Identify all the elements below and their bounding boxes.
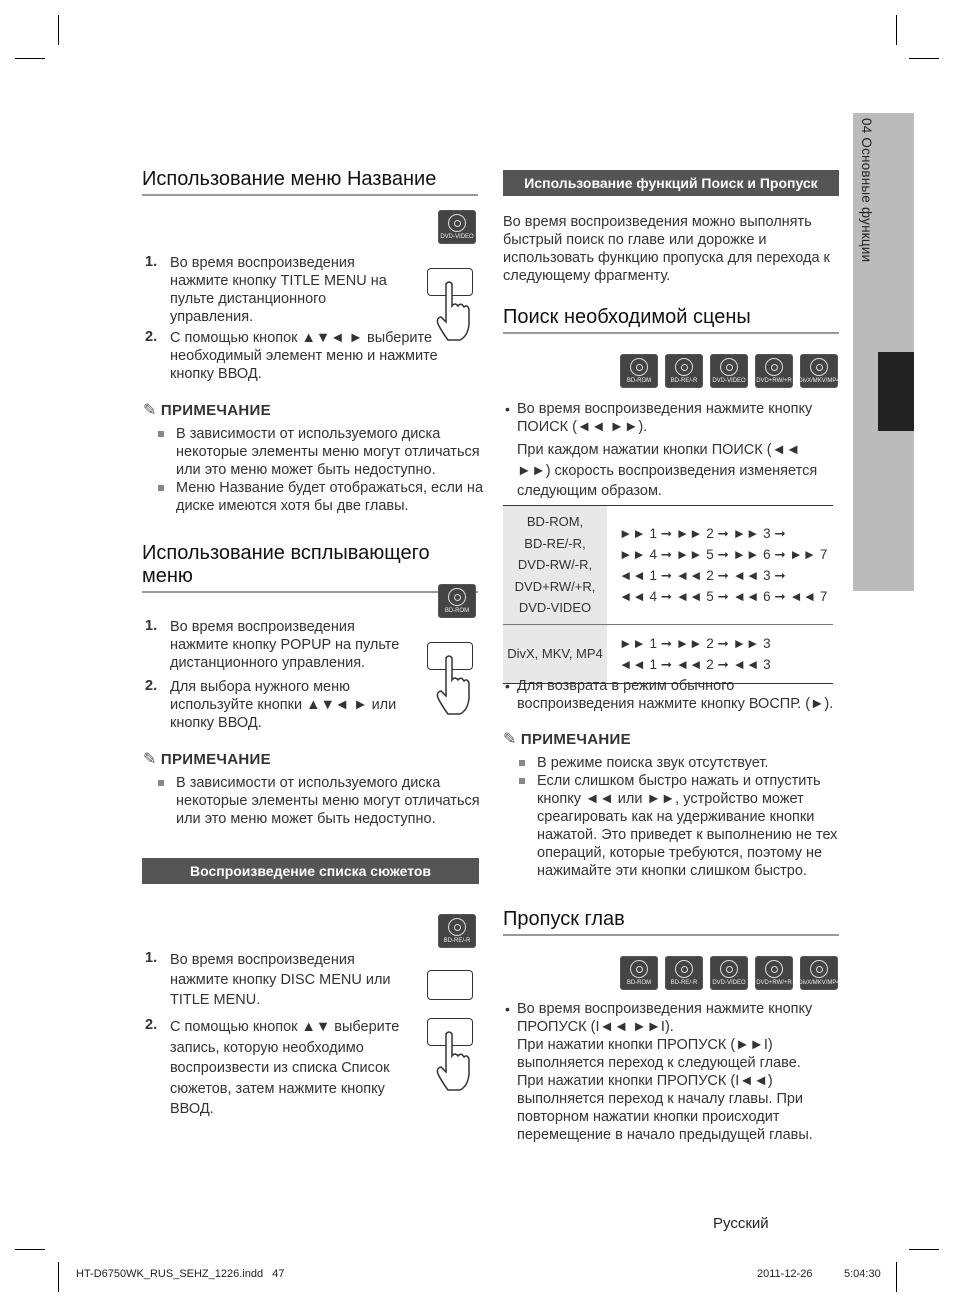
step-number: 1. (145, 618, 158, 634)
badge-bd-re-r: BD-RE/-R (665, 354, 703, 388)
footer-filename: HT-D6750WK_RUS_SEHZ_1226.indd 47 (76, 1268, 285, 1280)
note-heading: ✎ ПРИМЕЧАНИЕ (143, 751, 271, 768)
step-text: Во время воспроизведения нажмите кнопку POPUP на пульте дистанционного управления. (170, 619, 400, 671)
table-cell-discs: DivX, MKV, MP4 (503, 624, 607, 683)
section-title-popup-menu: Использование всплывающего меню (142, 542, 478, 593)
step-text: Во время воспроизведения нажмите кнопку TITLE MENU на пульте дистанционного управления. (170, 255, 387, 325)
remote-button-icon (427, 970, 473, 1000)
table-cell-speeds: ►► 1 ➞ ►► 2 ➞ ►► 3 ➞ ►► 4 ➞ ►► 5 ➞ ►► 6 ➞ ►► 7 ◄◄ 1 ➞ ◄◄ 2 ➞ ◄◄ 3 ➞ ◄◄ 4 ➞ ◄◄ 5 ➞ ◄◄ 6 ➞ ◄◄ 7 (619, 525, 828, 604)
table-row (503, 624, 833, 683)
step-text: Для выбора нужного меню используйте кнопки ▲▼◄ ► или кнопку ВВОД. (170, 679, 397, 731)
step-number: 2. (145, 1017, 158, 1033)
step-text: Во время воспроизведения нажмите кнопку DISC MENU или TITLE MENU. (170, 952, 391, 1008)
hand-press-icon (436, 654, 472, 716)
badge-bd-re-r: BD-RE/-R (665, 956, 703, 990)
badge-dvd-video: DVD-VIDEO (710, 956, 748, 990)
badge-bd-rom: BD-ROM (438, 584, 476, 618)
intro-paragraph: Во время воспроизведения можно выполнять быстрый поиск по главе или дорожке и использовать функцию пропуска для перехода к следующему фрагменту. (503, 214, 830, 284)
hand-press-icon (436, 1030, 472, 1092)
badge-bd-rom: BD-ROM (620, 354, 658, 388)
badge-bd-re-r: BD-RE/-R (438, 914, 476, 948)
step-number: 1. (145, 254, 158, 270)
bullet-continuation: При каждом нажатии кнопки ПОИСК (◄◄ ►►) скорость воспроизведения изменяется следующим образом. (517, 442, 818, 499)
section-bar-search-skip: Использование функций Поиск и Пропуск (503, 170, 839, 196)
chapter-side-marker (878, 352, 914, 431)
disc-badges (620, 354, 838, 388)
badge-dvd-rw-r: DVD+RW/+R (755, 354, 793, 388)
pencil-icon: ✎ (143, 751, 157, 768)
badge-dvd-video: DVD-VIDEO (710, 354, 748, 388)
bullet-item: • Во время воспроизведения нажмите кнопку ПРОПУСК (I◄◄ ►►I). (505, 1001, 813, 1035)
pencil-icon: ✎ (503, 731, 517, 748)
bullet-item: • Во время воспроизведения нажмите кнопку ПОИСК (◄◄ ►►). (505, 401, 813, 435)
section-title-title-menu: Использование меню Название (142, 168, 478, 196)
note-item: Если слишком быстро нажать и отпустить кнопку ◄◄ или ►►, устройство может среагировать как на удерживание кнопки нажатой. Это приведет к выполнению не тех операций, которые требуются, поэтому не нажимайте эти кнопки слишком быстро. (519, 772, 859, 880)
badge-bd-rom: BD-ROM (620, 956, 658, 990)
chapter-label: 04 Основные функции (859, 118, 874, 263)
table-row (503, 506, 833, 625)
table-cell-discs: BD-ROM, BD-RE/-R, DVD-RW/-R, DVD+RW/+R, DVD-VIDEO (503, 506, 607, 625)
step-number: 2. (145, 329, 158, 345)
note-item: Меню Название будет отображаться, если на диске имеются хотя бы две главы. (158, 479, 498, 515)
section-bar-title-list: Воспроизведение списка сюжетов (142, 858, 479, 884)
badge-divx-mkv-mp4: DivX/MKV/MP4 (800, 354, 838, 388)
note-item: В зависимости от используемого диска некоторые элементы меню могут отличаться или это меню может быть недоступно. (158, 774, 498, 828)
page-language: Русский (713, 1215, 769, 1232)
bullet-item: • Для возврата в режим обычного воспроизведения нажмите кнопку ВОСПР. (►). (505, 678, 834, 712)
step-number: 2. (145, 678, 158, 694)
section-title-skip: Пропуск глав (503, 908, 839, 936)
badge-dvd-rw-r: DVD+RW/+R (755, 956, 793, 990)
step-text: С помощью кнопок ▲▼◄ ► выберите необходимый элемент меню и нажмите кнопку ВВОД. (170, 330, 438, 382)
disc-badges (620, 956, 838, 990)
note-item: В зависимости от используемого диска некоторые элементы меню могут отличаться или это меню может быть недоступно. (158, 425, 498, 479)
bullet-continuation: При нажатии кнопки ПРОПУСК (►►I) выполняется переход к следующей главе. (517, 1037, 801, 1071)
section-title-search: Поиск необходимой сцены (503, 306, 839, 334)
step-text: С помощью кнопок ▲▼ выберите запись, которую необходимо воспроизвести из списка Список сюжетов, затем нажмите кнопку ВВОД. (170, 1019, 400, 1117)
table-cell-speeds: ►► 1 ➞ ►► 2 ➞ ►► 3 ◄◄ 1 ➞ ◄◄ 2 ➞ ◄◄ 3 (619, 635, 771, 672)
note-heading: ✎ ПРИМЕЧАНИЕ (143, 402, 271, 419)
pencil-icon: ✎ (143, 402, 157, 419)
footer-date: 2011-12-26 (757, 1268, 813, 1280)
note-item: В режиме поиска звук отсутствует. (519, 754, 859, 772)
step-number: 1. (145, 950, 158, 966)
badge-dvd-video: DVD-VIDEO (438, 210, 476, 244)
search-speed-table (503, 505, 833, 684)
badge-divx-mkv-mp4: DivX/MKV/MP4 (800, 956, 838, 990)
bullet-continuation: При нажатии кнопки ПРОПУСК (I◄◄) выполняется переход к началу главы. При повторном нажатии кнопки происходит перемещение в начало предыдущей главы. (517, 1073, 813, 1143)
note-heading: ✎ ПРИМЕЧАНИЕ (503, 731, 631, 748)
footer-time: 5:04:30 (844, 1268, 881, 1280)
